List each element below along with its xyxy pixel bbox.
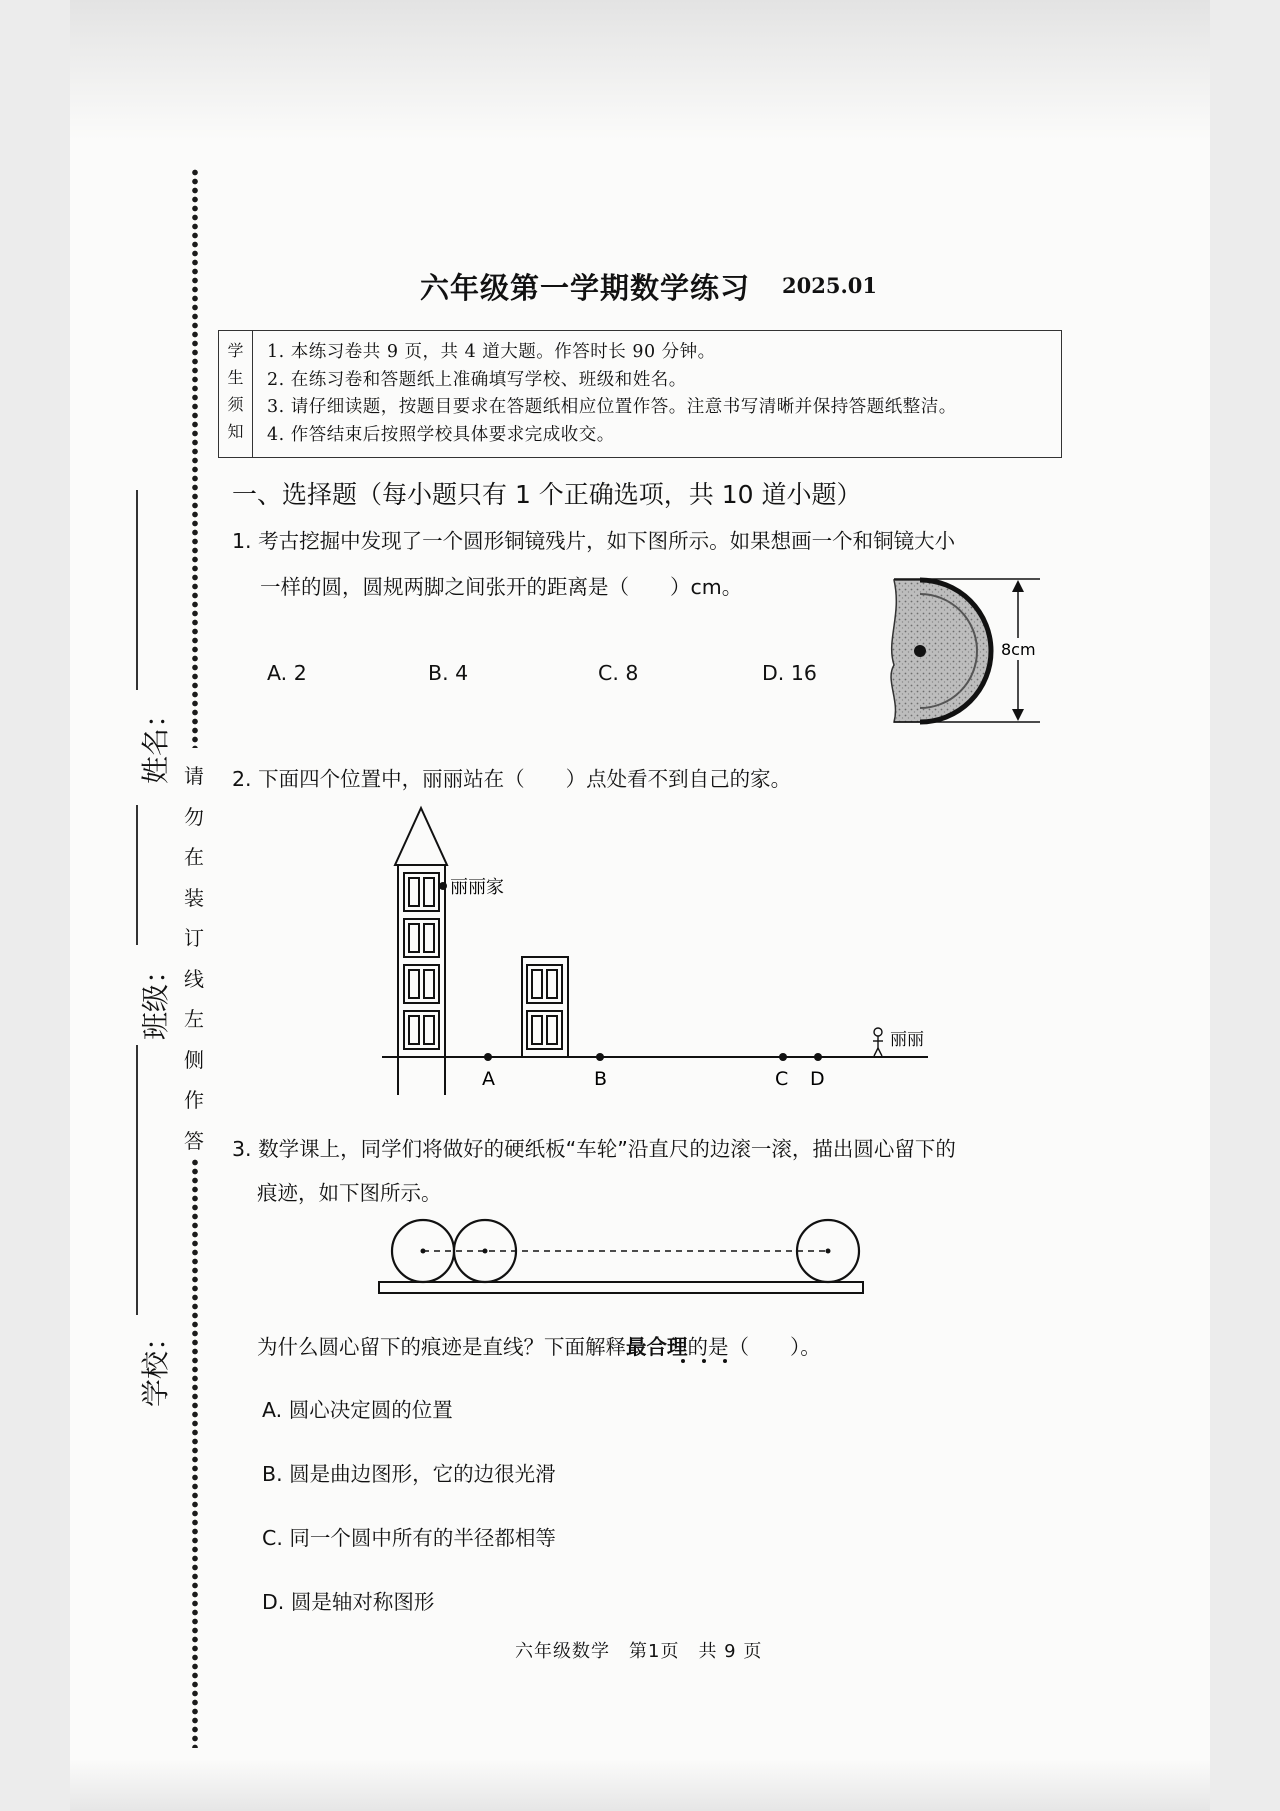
q1-option-a: A. 2 (267, 661, 307, 685)
notice-item: 4. 作答结束后按照学校具体要求完成收交。 (267, 424, 615, 445)
q3-text-line1: 3. 数学课上，同学们将做好的硬纸板“车轮”沿直尺的边滚一滚，描出圆心留下的 (232, 1137, 956, 1161)
person-icon (873, 1028, 883, 1056)
q3-option-a: A. 圆心决定圆的位置 (262, 1398, 453, 1422)
point-a (484, 1053, 492, 1061)
notice-item: 3. 请仔细读题，按题目要求在答题纸相应位置作答。注意书写清晰并保持答题纸整洁。 (267, 397, 957, 418)
wheel-1-center (421, 1249, 426, 1254)
point-b (596, 1053, 604, 1061)
arrow-down-icon (1012, 709, 1024, 721)
notice-item: 2. 在练习卷和答题纸上准确填写学校、班级和姓名。 (267, 369, 687, 390)
name-blank-line (136, 490, 138, 690)
q1-text-line1: 1. 考古挖掘中发现了一个圆形铜镜残片，如下图所示。如果想画一个和铜镜大小 (232, 529, 956, 553)
q3-question-pre: 为什么圆心留下的痕迹是直线？下面解释 (257, 1335, 626, 1359)
notice-heading-char: 学 (227, 341, 244, 360)
q1-option-b: B. 4 (428, 661, 469, 685)
person-label: 丽丽 (890, 1030, 924, 1050)
wheel-3-center (826, 1249, 831, 1254)
home-label: 丽丽家 (450, 877, 504, 898)
q3-emphasis: 最合理 (626, 1335, 688, 1359)
home-point (439, 882, 447, 890)
scan-shadow-bottom (70, 1760, 1210, 1811)
scan-shadow-top (70, 0, 1210, 140)
point-d (814, 1053, 822, 1061)
tall-building-windows (404, 873, 439, 1049)
mirror-center (914, 645, 926, 657)
page-footer: 六年级数学 第1页 共 9 页 (515, 1641, 763, 1662)
q1-text-line2: 一样的圆，圆规两脚之间张开的距离是（ ）cm。 (260, 575, 743, 599)
wheel-2-center (483, 1249, 488, 1254)
rolling-wheel-figure (375, 1215, 875, 1295)
q1-option-c: C. 8 (598, 661, 639, 685)
emphasis-dots (672, 1357, 742, 1365)
binding-warning: 请勿在装订线左侧作答 (184, 764, 204, 1153)
q3-text-line2: 痕迹，如下图所示。 (257, 1181, 442, 1205)
notice-heading (219, 331, 253, 457)
ruler (379, 1282, 863, 1293)
school-label: 学校： (139, 1322, 173, 1408)
q3-option-d: D. 圆是轴对称图形 (262, 1590, 435, 1614)
point-a-label: A (482, 1068, 495, 1090)
tall-building (398, 865, 445, 1095)
notice-item: 1. 本练习卷共 9 页，共 4 道大题。作答时长 90 分钟。 (267, 342, 716, 362)
notice-heading-char: 生 (227, 368, 244, 387)
binding-dotted-line-top (191, 168, 199, 748)
notice-heading-char: 知 (227, 422, 244, 441)
q3-question-post: 的是（ ）。 (687, 1335, 821, 1359)
mirror-fragment-figure (880, 570, 1080, 730)
notice-list (267, 339, 957, 449)
page-title: 六年级第一学期数学练习 (420, 271, 751, 305)
student-notice-box (218, 330, 1062, 458)
name-label: 姓名： (139, 699, 173, 785)
binding-dotted-line-bottom (191, 1158, 199, 1748)
dimension-label: 8cm (1001, 640, 1036, 659)
class-blank-line (136, 805, 138, 945)
q3-option-c: C. 同一个圆中所有的半径都相等 (262, 1526, 556, 1550)
arrow-up-icon (1012, 580, 1024, 592)
point-c (779, 1053, 787, 1061)
q1-option-d: D. 16 (762, 661, 817, 685)
short-building-windows (527, 965, 562, 1049)
q3-question (257, 1330, 821, 1360)
point-b-label: B (594, 1068, 608, 1090)
class-label: 班级： (139, 955, 173, 1041)
point-c-label: C (775, 1068, 789, 1090)
q2-text: 2. 下面四个位置中，丽丽站在（ ）点处看不到自己的家。 (232, 767, 792, 791)
notice-heading-char: 须 (227, 395, 244, 414)
point-d-label: D (810, 1068, 825, 1090)
section-title: 一、选择题（每小题只有 1 个正确选项，共 10 道小题） (232, 480, 862, 509)
class-blank-line-2 (136, 1045, 138, 1315)
q3-option-b: B. 圆是曲边图形，它的边很光滑 (262, 1462, 556, 1486)
buildings-figure (370, 805, 940, 1095)
tower-roof (395, 808, 447, 865)
exam-date: 2025.01 (782, 273, 877, 298)
